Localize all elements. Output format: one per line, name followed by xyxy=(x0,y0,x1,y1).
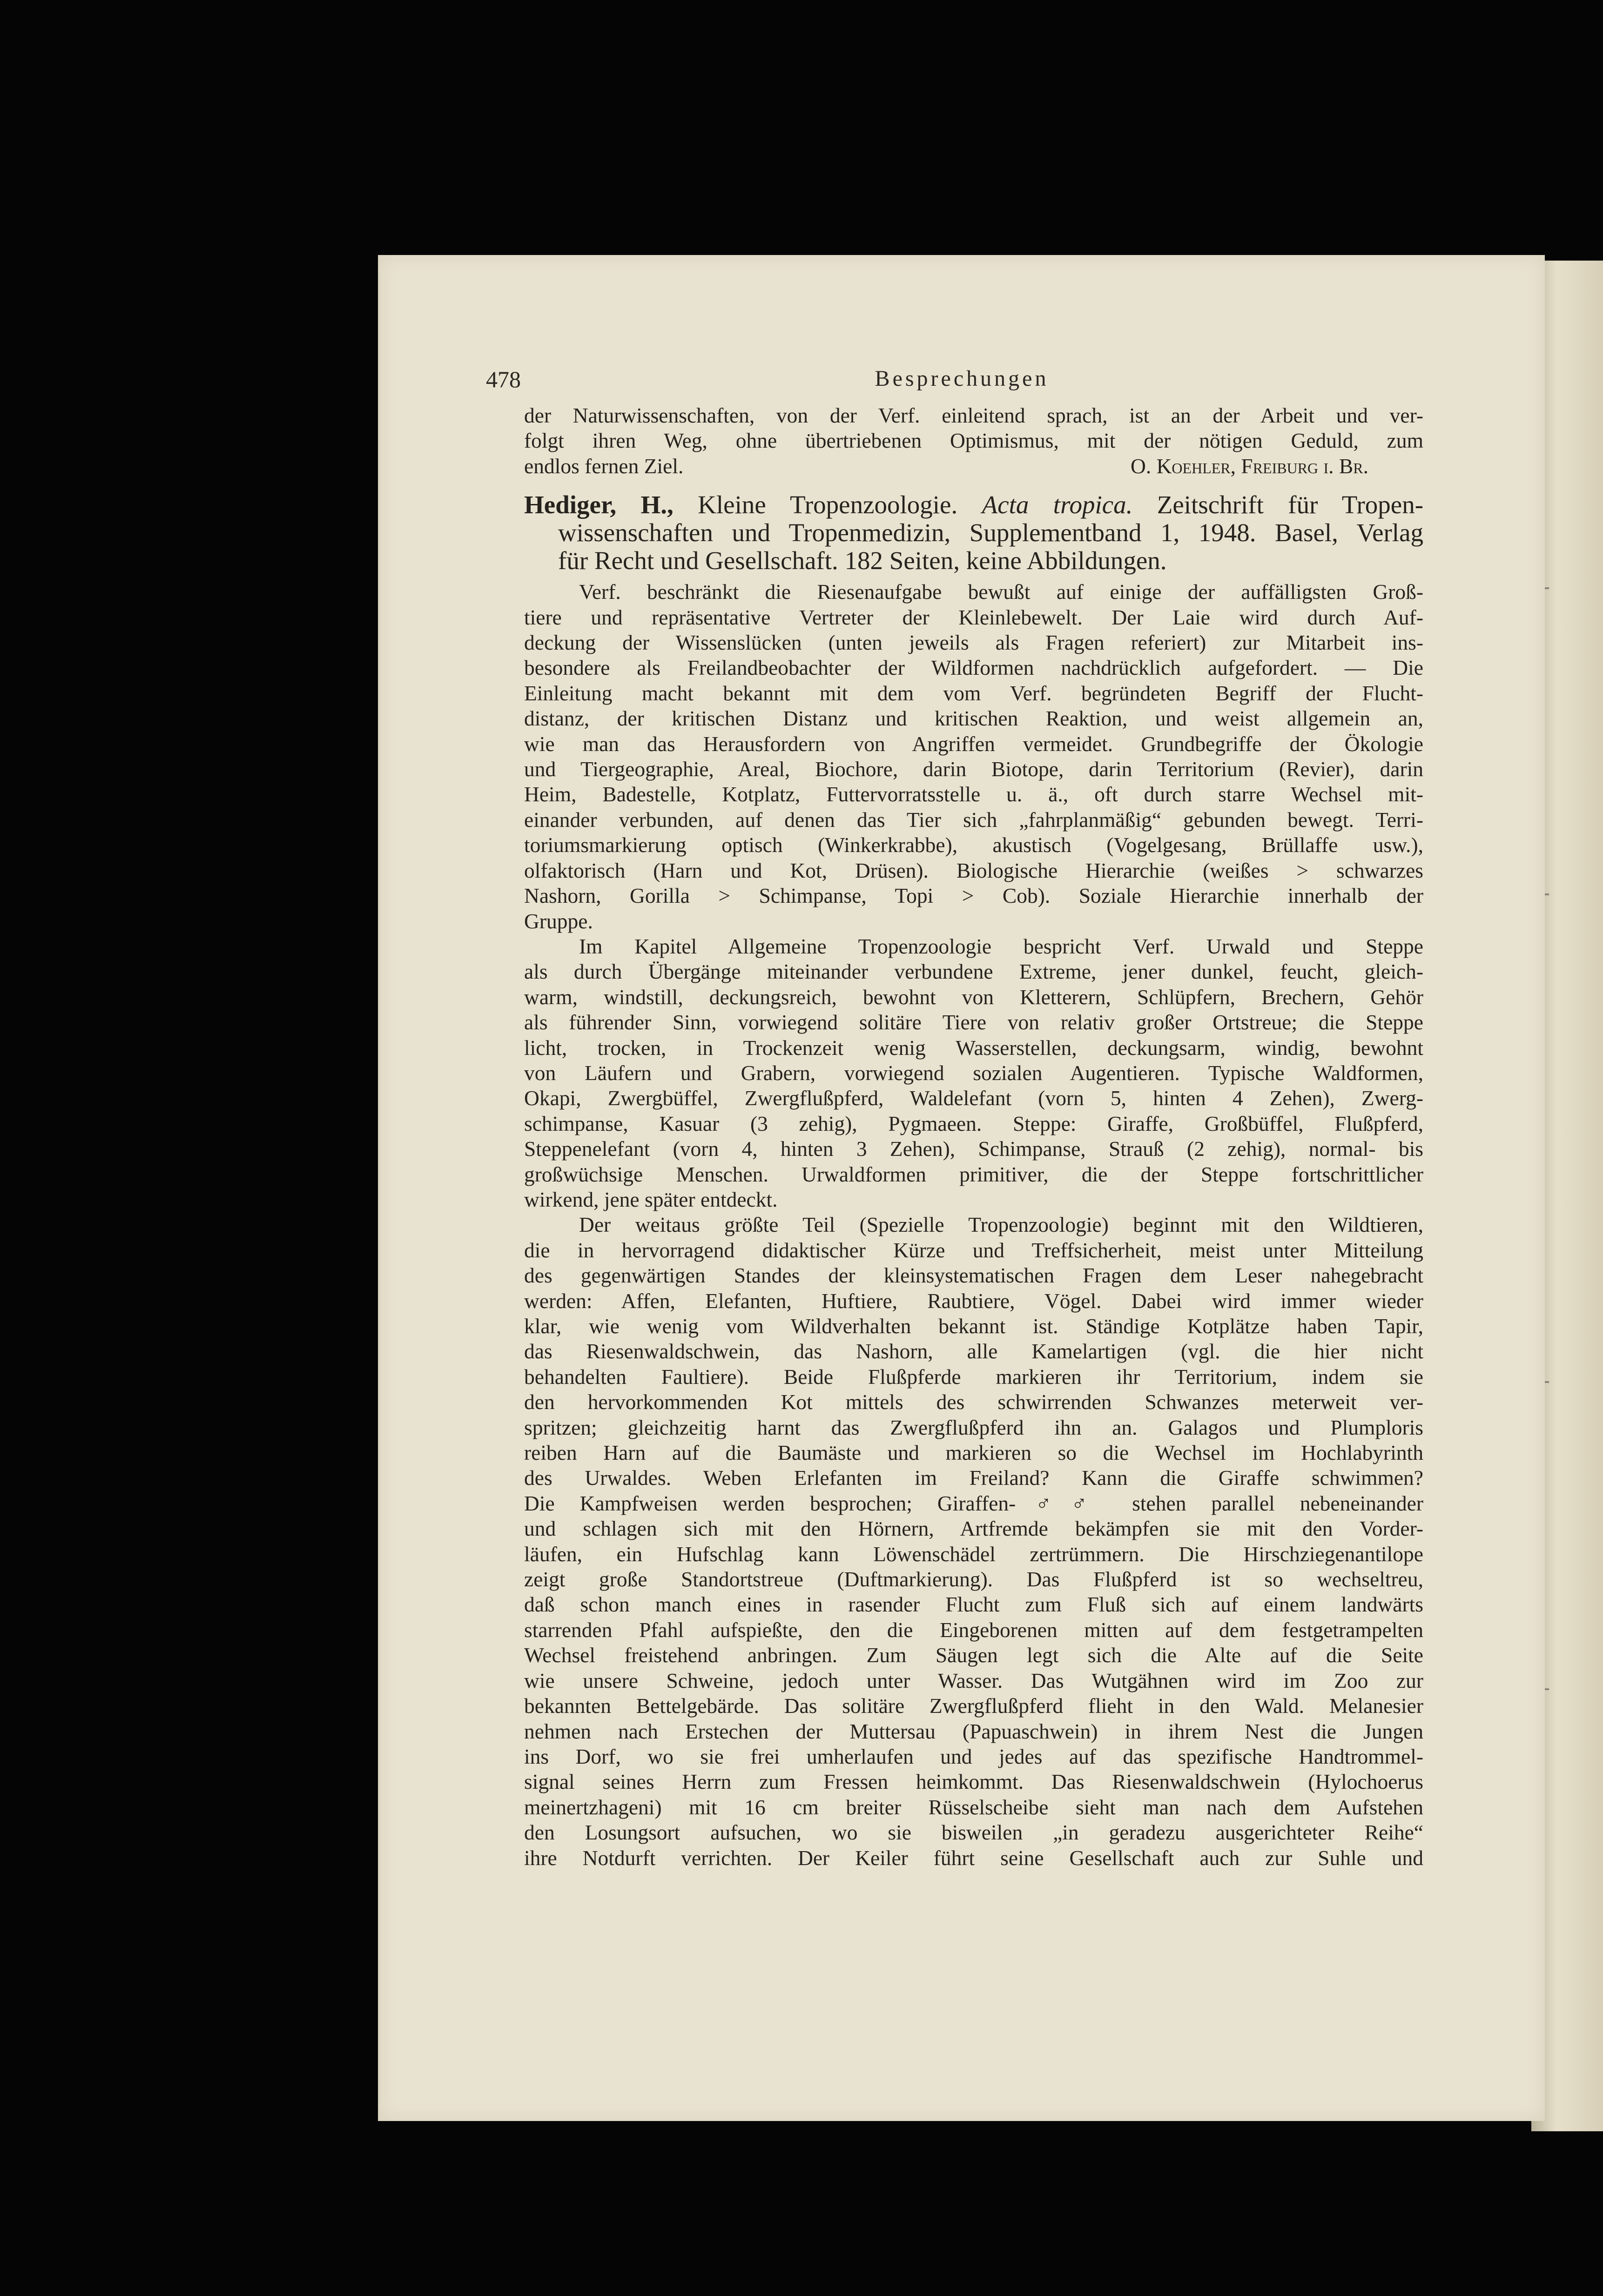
text-line: ihre Notdurft verrichten. Der Keiler führt seine Gesellschaft auch zur Suhle und xyxy=(524,1846,1423,1870)
page-number: 478 xyxy=(486,366,521,392)
text-line: signal seines Herrn zum Fressen heimkommt. Das Riesenwaldschwein (Hylochoerus xyxy=(524,1770,1423,1794)
text-line: zeigt große Standortstreue (Duftmarkierung). Das Flußpferd ist so wechseltreu, xyxy=(524,1567,1423,1591)
paragraph xyxy=(524,1212,1423,1871)
text-line: Wechsel freistehend anbringen. Zum Säugen legt sich die Alte auf die Seite xyxy=(524,1643,1423,1667)
text-line: Steppenelefant (vorn 4, hinten 3 Zehen), Schimpanse, Strauß (2 zehig), normal- bis xyxy=(524,1137,1423,1161)
review-series: Acta tropica. xyxy=(982,490,1133,519)
text-line: toriumsmarkierung optisch (Winkerkrabbe), akustisch (Vogelgesang, Brüllaffe usw.), xyxy=(524,833,1423,857)
closing-line xyxy=(524,454,1423,479)
book-page xyxy=(378,255,1545,2121)
text-line: großwüchsige Menschen. Urwaldformen primitiver, die der Steppe fortschrittlicher xyxy=(524,1162,1423,1186)
text-line: behandelten Faultiere). Beide Flußpferde markieren ihr Territorium, indem sie xyxy=(524,1364,1423,1389)
text-line: warm, windstill, deckungsreich, bewohnt von Kletterern, Schlüpfern, Brechern, Gehör xyxy=(524,985,1423,1009)
reviewer-signature: O. Koehler, Freiburg i. Br. xyxy=(1130,454,1368,478)
text-line: spritzen; gleichzeitig harnt das Zwergflußpferd ihn an. Galagos und Plumploris xyxy=(524,1415,1423,1439)
text-line: Okapi, Zwergbüffel, Zwergflußpferd, Waldelefant (vorn 5, hinten 4 Zehen), Zwerg- xyxy=(524,1086,1423,1110)
text-line: olfaktorisch (Harn und Kot, Drüsen). Biologische Hierarchie (weißes > schwarzes xyxy=(524,858,1423,882)
heading-line: für Recht und Gesellschaft. 182 Seiten, keine Abbildungen. xyxy=(558,546,1167,575)
text-line: klar, wie wenig vom Wildverhalten bekannt ist. Ständige Kotplätze haben Tapir, xyxy=(524,1314,1423,1338)
text-line: wie man das Herausfordern von Angriffen vermeidet. Grundbegriffe der Ökologie xyxy=(524,732,1423,756)
text-line: läufen, ein Hufschlag kann Löwenschädel zertrümmern. Die Hirschziegenantilope xyxy=(524,1542,1423,1566)
text-line: die in hervorragend didaktischer Kürze und Treffsicherheit, meist unter Mitteilung xyxy=(524,1238,1423,1262)
text-line: meinertzhageni) mit 16 cm breiter Rüsselscheibe sieht man nach dem Aufstehen xyxy=(524,1795,1423,1819)
paragraph xyxy=(524,579,1423,934)
text-line: tiere und repräsentative Vertreter der Kleinlebewelt. Der Laie wird durch Auf- xyxy=(524,605,1423,629)
text-line: ins Dorf, wo sie frei umherlaufen und jedes auf das spezifische Handtrommel- xyxy=(524,1744,1423,1768)
review-title: Kleine Tropenzoologie. xyxy=(673,490,982,519)
text-line: schimpanse, Kasuar (3 zehig), Pygmaeen. Steppe: Giraffe, Großbüffel, Flußpferd, xyxy=(524,1111,1423,1135)
text-line: reiben Harn auf die Baumäste und markieren so die Wechsel im Hochlabyrinth xyxy=(524,1441,1423,1465)
text-line: distanz, der kritischen Distanz und kritischen Reaktion, und weist allgemein an, xyxy=(524,706,1423,731)
text-line: endlos fernen Ziel. xyxy=(524,454,684,478)
text-line: Der weitaus größte Teil (Spezielle Tropenzoologie) beginnt mit den Wildtieren, xyxy=(579,1213,1423,1237)
text-line: der Naturwissenschaften, von der Verf. einleitend sprach, ist an der Arbeit und ver- xyxy=(524,403,1423,427)
text-line: Im Kapitel Allgemeine Tropenzoologie bespricht Verf. Urwald und Steppe xyxy=(579,934,1423,958)
page-body xyxy=(524,403,1423,1871)
section-title: Besprechungen xyxy=(875,366,1049,391)
text-line: Einleitung macht bekannt mit dem vom Verf. begründeten Begriff der Flucht- xyxy=(524,681,1423,705)
previous-review-tail xyxy=(524,403,1423,479)
text-line: einander verbunden, auf denen das Tier sich „fahrplanmäßig“ gebunden bewegt. Terri- xyxy=(524,807,1423,832)
heading-line: wissenschaften und Tropenmedizin, Supplementband 1, 1948. Basel, Verlag xyxy=(558,518,1423,547)
text-line: daß schon manch eines in rasender Flucht zum Fluß sich auf einem landwärts xyxy=(524,1592,1423,1617)
text-line: starrenden Pfahl aufspießte, den die Eingeborenen mitten auf dem festgetrampelten xyxy=(524,1618,1423,1642)
running-head xyxy=(379,366,1545,398)
text-line: wirkend, jene später entdeckt. xyxy=(524,1187,778,1211)
text-line: bekannten Bettelgebärde. Das solitäre Zwergflußpferd flieht in den Wald. Melanesier xyxy=(524,1694,1423,1718)
text-line: licht, trocken, in Trockenzeit wenig Wasserstellen, deckungsarm, windig, bewohnt xyxy=(524,1035,1423,1060)
text-line: besondere als Freilandbeobachter der Wildformen nachdrücklich aufgefordert. — Die xyxy=(524,656,1423,680)
text-line: als durch Übergänge miteinander verbundene Extreme, jener dunkel, feucht, gleich- xyxy=(524,960,1423,984)
review-text xyxy=(524,579,1423,1871)
text-line: Die Kampfweisen werden besprochen; Giraffen-♂♂ stehen parallel nebeneinander xyxy=(524,1491,1423,1515)
review-title-continued: Zeitschrift für Tropen- xyxy=(1132,490,1424,519)
text-line: Heim, Badestelle, Kotplatz, Futtervorratsstelle u. ä., oft durch starre Wechsel mit- xyxy=(524,782,1423,806)
text-line: deckung der Wissenslücken (unten jeweils als Fragen referiert) zur Mitarbeit ins- xyxy=(524,631,1423,655)
text-line: wie unsere Schweine, jedoch unter Wasser. Das Wutgähnen wird im Zoo zur xyxy=(524,1668,1423,1692)
text-line: Nashorn, Gorilla > Schimpanse, Topi > Cob). Soziale Hierarchie innerhalb der xyxy=(524,884,1423,908)
text-line: den hervorkommenden Kot mittels des schwirrenden Schwanzes meterweit ver- xyxy=(524,1390,1423,1414)
text-line: des Urwaldes. Weben Erlefanten im Freiland? Kann die Giraffe schwimmen? xyxy=(524,1466,1423,1490)
text-line: den Losungsort aufsuchen, wo sie bisweilen „in geradezu ausgerichteter Reihe“ xyxy=(524,1820,1423,1845)
text-line: als führender Sinn, vorwiegend solitäre Tiere von relativ großer Ortstreue; die Steppe xyxy=(524,1010,1423,1034)
review-author: Hediger, H., xyxy=(524,490,674,519)
text-line: das Riesenwaldschwein, das Nashorn, alle Kamelartigen (vgl. die hier nicht xyxy=(524,1339,1423,1363)
text-line: Verf. beschränkt die Riesenaufgabe bewußt auf einige der auffälligsten Groß- xyxy=(579,580,1423,604)
text-line: und schlagen sich mit den Hörnern, Artfremde bekämpfen sie mit den Vorder- xyxy=(524,1517,1423,1541)
text-line: folgt ihren Weg, ohne übertriebenen Optimismus, mit der nötigen Geduld, zum xyxy=(524,429,1423,453)
text-line: des gegenwärtigen Standes der kleinsystematischen Fragen dem Leser nahegebracht xyxy=(524,1263,1423,1288)
text-line: werden: Affen, Elefanten, Huftiere, Raubtiere, Vögel. Dabei wird immer wieder xyxy=(524,1289,1423,1313)
review-heading xyxy=(524,491,1423,575)
paragraph xyxy=(524,934,1423,1212)
text-line: von Läufern und Grabern, vorwiegend sozialen Augentieren. Typische Waldformen, xyxy=(524,1061,1423,1085)
text-line: Gruppe. xyxy=(524,909,593,933)
text-line: und Tiergeographie, Areal, Biochore, darin Biotope, darin Territorium (Revier), darin xyxy=(524,757,1423,781)
text-line: nehmen nach Erstechen der Muttersau (Papuaschwein) in ihrem Nest die Jungen xyxy=(524,1719,1423,1743)
